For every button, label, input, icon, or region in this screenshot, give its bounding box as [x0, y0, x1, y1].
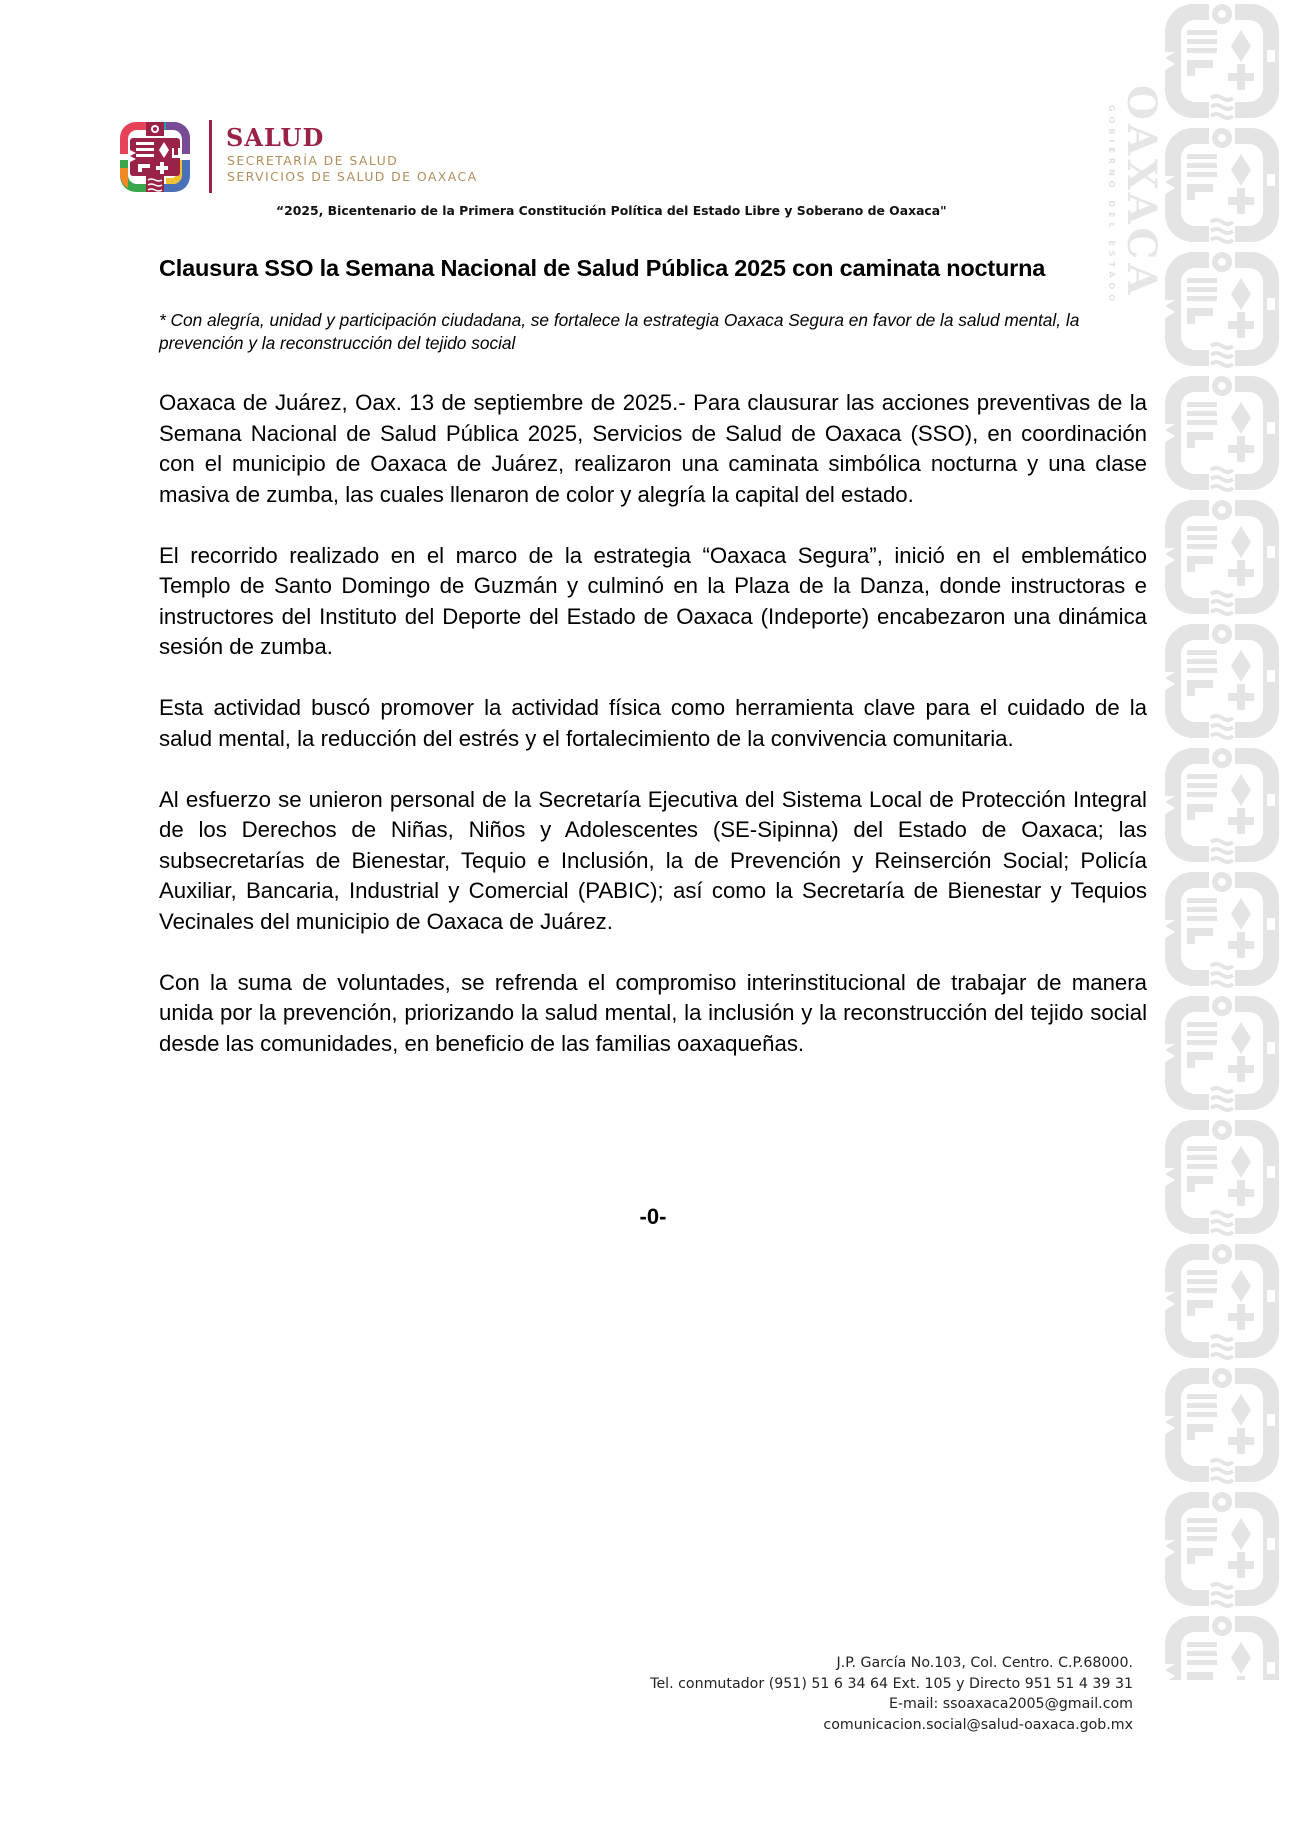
article-paragraph: Al esfuerzo se unieron personal de la Secretaría Ejecutiva del Sistema Local de Protección Integral de los Derechos de Niñas, Niños y Adolescentes (SE-Sipinna) del Estado de Oaxaca; las subsecretarías de Bienestar, Tequio e Inclusión, la de Prevención y Reinserción Social; Policía Auxiliar, Bancaria, Industrial y Comercial (PABIC); así como la Secretaría de Bienestar y Tequios Vecinales del municipio de Oaxaca de Juárez.	[159, 786, 1147, 934]
oaxaca-glyph-tile-icon	[1163, 498, 1281, 616]
oaxaca-glyph-tile-icon	[1163, 870, 1281, 988]
oaxaca-glyph-tile-icon	[1163, 1490, 1281, 1608]
institutional-motto: “2025, Bicentenario de la Primera Constitución Política del Estado Libre y Soberano de Oaxaca"	[276, 203, 947, 218]
article-paragraph: Oaxaca de Juárez, Oax. 13 de septiembre de 2025.- Para clausurar las acciones preventivas de la Semana Nacional de Salud Pública 2025, Servicios de Salud de Oaxaca (SSO), en coordinación con el municipio de Oaxaca de Juárez, realizaron una caminata simbólica nocturna y una clase masiva de zumba, las cuales llenaron de color y alegría la capital del estado.	[159, 390, 1147, 507]
article-title: Clausura SSO la Semana Nacional de Salud Pública 2025 con caminata nocturna	[159, 255, 1046, 281]
oaxaca-glyph-tile-icon	[1163, 2, 1281, 120]
closing-mark	[0, 1204, 1296, 1230]
article-body	[159, 388, 1147, 1090]
oaxaca-glyph-tile-icon	[1163, 1242, 1281, 1360]
oaxaca-glyph-tile-icon	[1163, 126, 1281, 244]
government-label: GOBIERNO DEL ESTADO	[1107, 105, 1116, 307]
article-subtitle: * Con alegría, unidad y participación ciudadana, se fortalece la estrategia Oaxaca Segura en favor de la salud mental, la prevención y la reconstrucción del tejido social	[159, 310, 1080, 353]
oaxaca-watermark	[1107, 85, 1163, 330]
oaxaca-glyph-tile-icon	[1163, 1366, 1281, 1484]
state-name-watermark: OAXACA	[1118, 85, 1165, 299]
article-paragraph: Esta actividad buscó promover la actividad física como herramienta clave para el cuidado de la salud mental, la reducción del estrés y el fortalecimiento de la convivencia comunitaria.	[159, 695, 1147, 751]
oaxaca-glyph-tile-icon	[1163, 374, 1281, 492]
contact-footer	[650, 1653, 1133, 1735]
footer-address: J.P. García No.103, Col. Centro. C.P.68000.	[836, 1655, 1133, 1671]
oaxaca-glyph-tile-icon	[1163, 1614, 1281, 1680]
oaxaca-glyph-tile-icon	[1163, 622, 1281, 740]
footer-email: E-mail: ssoaxaca2005@gmail.com	[888, 1696, 1133, 1712]
salud-oaxaca-logo-icon	[116, 118, 194, 196]
article-paragraph: Con la suma de voluntades, se refrenda el compromiso interinstitucional de trabajar de manera unida por la prevención, priorizando la salud mental, la inclusión y la reconstrucción del tejido social desde las comunidades, en beneficio de las familias oaxaqueñas.	[159, 969, 1147, 1056]
oaxaca-glyph-tile-icon	[1163, 250, 1281, 368]
glyph-pattern-column	[1160, 0, 1284, 1680]
closing-mark-text: -0-	[639, 1204, 667, 1229]
brand-subtitle-secretaria: SECRETARÍA DE SALUD	[227, 153, 399, 168]
logo-divider	[209, 120, 212, 193]
oaxaca-glyph-tile-icon	[1163, 746, 1281, 864]
oaxaca-glyph-tile-icon	[1163, 994, 1281, 1112]
footer-phone: Tel. conmutador (951) 51 6 34 64 Ext. 105 y Directo 951 51 4 39 31	[650, 1675, 1133, 1692]
brand-subtitle-servicios: SERVICIOS DE SALUD DE OAXACA	[227, 169, 478, 184]
footer-email-social: comunicacion.social@salud-oaxaca.gob.mx	[823, 1716, 1133, 1733]
article-paragraph: El recorrido realizado en el marco de la estrategia “Oaxaca Segura”, inició en el emblemático Templo de Santo Domingo de Guzmán y culminó en la Plaza de la Danza, donde instructoras e instructores del Instituto del Deporte del Estado de Oaxaca (Indeporte) encabezaron una dinámica sesión de zumba.	[159, 542, 1147, 659]
brand-title: SALUD	[226, 123, 325, 152]
